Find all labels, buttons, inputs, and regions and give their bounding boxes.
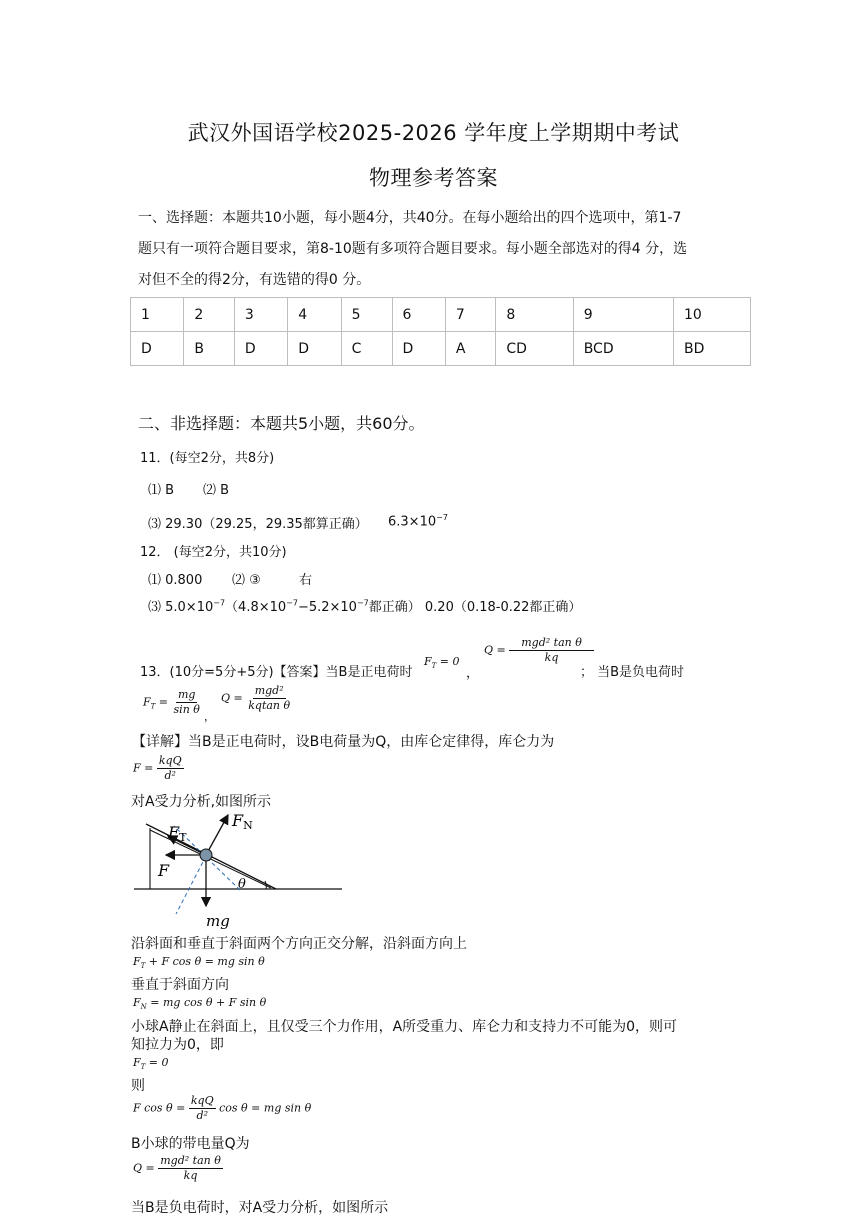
decomposition-text: 沿斜面和垂直于斜面两个方向正交分解，沿斜面方向上 — [131, 936, 467, 952]
q11-heading: 11．(每空2分，共8分) — [140, 451, 275, 466]
q13-ft-negative: $F_T$ = $\frac{mg}{\text{sin θ}}$ — [143, 688, 200, 716]
equation-balance: F cos θ = $\frac{\text{kqQ}}{\text{d²}}$ cos θ = mg sin θ — [133, 1094, 312, 1122]
label-mg: mg — [206, 912, 230, 930]
label-theta: θ — [238, 877, 246, 892]
analysis-text: 对A受力分析,如图所示 — [131, 794, 272, 810]
label-f: F — [158, 861, 170, 880]
answer-table-number-row — [131, 298, 751, 332]
q13-q-negative: Q = $\frac{\text{mgd²}}{\text{kqtan θ}}$ — [221, 684, 291, 712]
answer-cell: C — [341, 332, 392, 366]
section2-heading: 二、非选择题：本题共5小题，共60分。 — [138, 414, 425, 433]
static-text-2: 知拉力为0，即 — [131, 1037, 224, 1053]
answer-cell: D — [234, 332, 287, 366]
answer-cell: D — [131, 332, 184, 366]
label-ft: FT — [168, 823, 187, 844]
answer-cell: D — [288, 332, 341, 366]
charge-text: B小球的带电量Q为 — [131, 1136, 250, 1152]
answer-table-answer-row — [131, 332, 751, 366]
question-number: 3 — [234, 298, 287, 332]
q12-heading: 12． (每空2分，共10分) — [140, 545, 287, 560]
q12-answer-4: ⑶ $5.0\times 10^{-7}(4.8\times 10^{-7}-5.2\times 10^{-7}$都正确） 0.20（0.18-0.22都正确） — [148, 598, 582, 615]
q13-ft-zero: $F_T = 0$ — [424, 655, 460, 671]
q12-answer-2: ⑵ ③ — [232, 573, 261, 588]
question-number: 10 — [673, 298, 750, 332]
q13-negative-intro: ； 当B是负电荷时 — [580, 665, 685, 680]
answer-cell: BD — [673, 332, 750, 366]
answer-table — [130, 297, 751, 366]
question-number: 5 — [341, 298, 392, 332]
q13-comma: ， — [466, 666, 480, 681]
q12-answer-3: 右 — [299, 573, 313, 588]
equation-perpendicular: $F_N$ = mg cos θ + F sin θ — [133, 996, 267, 1012]
negative-case-text: 当B是负电荷时，对A受力分析，如图所示 — [131, 1200, 389, 1216]
question-number: 9 — [573, 298, 673, 332]
equation-charge: Q = $\frac{\text{mgd² tan θ}}{kq}$ — [133, 1154, 221, 1182]
perpendicular-text: 垂直于斜面方向 — [131, 977, 229, 993]
dashed-line-2 — [176, 856, 206, 914]
answer-cell: D — [392, 332, 445, 366]
section1-line-2: 题只有一项符合题目要求，第8-10题有多项符合题目要求。每小题全部选对的得4 分，选 — [138, 241, 688, 257]
coulomb-formula: F = $\frac{\text{kqQ}}{\text{d²}}$ — [133, 754, 182, 782]
label-fn: FN — [232, 811, 253, 832]
q11-answer-3: ⑶ 29.30（29.25，29.35都算正确） — [148, 517, 368, 532]
question-number: 7 — [445, 298, 495, 332]
q13-heading: 13．(10分=5分+5分)【答案】当B是正电荷时 — [140, 665, 413, 680]
question-number: 2 — [184, 298, 235, 332]
static-text-1: 小球A静止在斜面上，且仅受三个力作用，A所受重力、库仑力和支持力不可能为0，则可 — [131, 1019, 678, 1035]
answer-cell: B — [184, 332, 235, 366]
force-diagram — [128, 808, 348, 932]
section1-line-1: 一、选择题：本题共10小题，每小题4分，共40分。在每小题给出的四个选项中，第1-7 — [138, 210, 682, 226]
equation-ft-zero: $F_T = 0$ — [133, 1056, 169, 1072]
question-number: 1 — [131, 298, 184, 332]
q11-answer-2: ⑵ B — [203, 483, 230, 498]
answer-cell: CD — [496, 332, 573, 366]
answer-cell: A — [445, 332, 495, 366]
section1-line-3: 对但不全的得2分，有选错的得0 分。 — [138, 272, 371, 288]
q13-detail: 【详解】当B是正电荷时，设B电荷量为Q，由库仑定律得，库仑力为 — [132, 734, 555, 750]
ball-a — [200, 849, 212, 861]
q12-answer-1: ⑴ 0.800 — [148, 573, 203, 588]
answer-cell: BCD — [573, 332, 673, 366]
q11-answer-4: $6.3\times 10^{-7}$ — [388, 513, 448, 530]
then-text: 则 — [131, 1078, 145, 1094]
question-number: 6 — [392, 298, 445, 332]
question-number: 8 — [496, 298, 573, 332]
page-title: 武汉外国语学校2025-2026 学年度上学期期中考试 — [187, 121, 680, 145]
question-number: 4 — [288, 298, 341, 332]
q13-comma-2: ， — [204, 710, 215, 723]
normal-force-arrow — [206, 815, 228, 855]
page-subtitle: 物理参考答案 — [369, 166, 498, 190]
q13-q-positive: Q = $\frac{\text{mgd² tan θ}}{kq}$ — [484, 636, 594, 665]
q11-answer-1: ⑴ B — [148, 483, 175, 498]
equation-along-incline: $F_T + F$ cos θ = mg sin θ — [133, 955, 265, 971]
